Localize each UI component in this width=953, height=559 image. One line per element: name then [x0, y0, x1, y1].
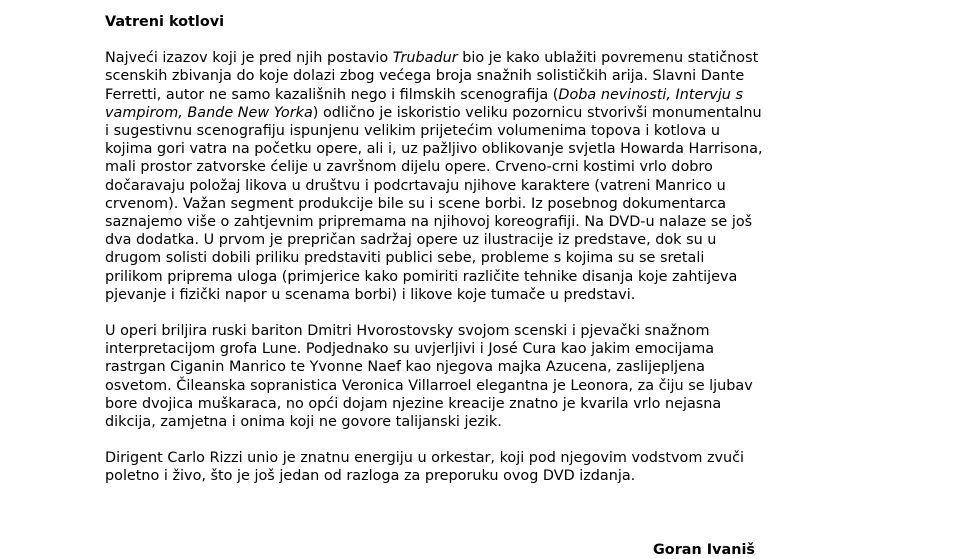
article: [105, 13, 765, 504]
paragraph-conductor: Dirigent Carlo Rizzi unio je znatnu energiju u orkestar, koji pod njegovim vodstvom zvuči poletno i živo, što je još jedan od razloga za preporuku ovog DVD izdanja.: [105, 450, 745, 485]
paragraph-singers: U operi briljira ruski bariton Dmitri Hvorostovsky svojom scenski i pjevački snažnom interpretacijom grofa Lune. Podjednako su uvjerljivi i José Cura kao jakim emocijama rastrgan Ciganin Manrico te Yvonne Naef kao njegova majka Azucena, zaslijepljena osvetom. Čileanska sopranistica Veronica Villarroel elegantna je Leonora, za čiju se ljubav bore dvojica muškaraca, no opći dojam njezine kreacije znatno je kvarila vrlo nejasna dikcija, zamjetna i onima koji ne govore talijanski jezik.: [105, 323, 753, 431]
paragraph-text: Najveći izazov koji je pred njih postavio: [105, 50, 393, 67]
film-titles: Doba nevinosti, Intervju s vampirom, Bande New Yorka: [105, 86, 744, 121]
paragraph-text: ) odlično je iskoristio veliku pozornicu stvorivši monumentalnu i sugestivnu scenografiju ispunjenu velikim prijetećim volumenima topova i kotlova u kojima gori vatra na početku opere, ali i, uz pažljivo oblikovanje svjetla Howarda Harrisona, mali prostor zatvorske ćelije u završnom dijelu opere. Crveno-crni kostimi vrlo dobro dočaravaju položaj likova u društvu i podcrtavaju njihove karaktere (vatreni Manrico u crvenom). Važan segment produkcije bile su i scene borbi. Iz posebnog dokumentarca saznajemo više o zahtjevnim pripremama na njihovoj koreografiji. Na DVD-u nalaze se još dva dodatka. U prvom je prepričan sadržaj opere uz ilustracije iz predstave, dok su u drugom solisti dobili priliku predstaviti publici sebe, probleme s kojima su se sretali prilikom priprema uloga (primjerice kako pomiriti različite tehnike disanja koje zahtijeva pjevanje i fizički napor u scenama borbi) i likove koje tumače u predstavi.: [105, 104, 763, 303]
opera-title: Trubadur: [392, 50, 458, 67]
author-signature: Goran Ivaniš: [653, 542, 755, 558]
article-title: Vatreni kotlovi: [105, 14, 225, 30]
paragraph-text: bio je kako ublažiti povremenu statičnost scenskih zbivanja do koje dolazi zbog većega broja snažnih solističkih arija. Slavni Dante Ferretti, autor ne samo kazališnih nego i filmskih scenografija (: [105, 50, 759, 103]
paragraph-production: [105, 49, 765, 304]
